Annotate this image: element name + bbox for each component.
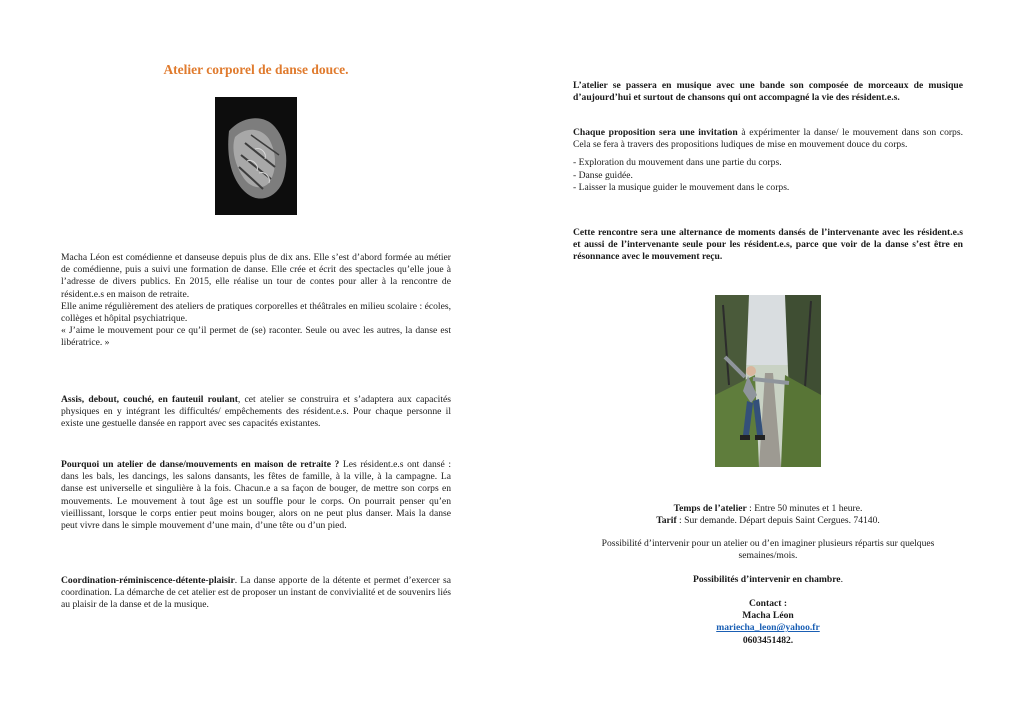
invitation-paragraph xyxy=(573,127,963,151)
duration-value: : Entre 50 minutes et 1 heure. xyxy=(746,503,863,514)
positions-lead: Assis, debout, couché, en fauteuil roulant xyxy=(61,394,238,405)
price-label: Tarif xyxy=(656,515,677,527)
contact-line-email xyxy=(573,622,963,634)
why-lead: Pourquoi un atelier de danse/mouvements en maison de retraite ? xyxy=(61,459,340,470)
dancer-photo xyxy=(715,295,821,467)
meeting-paragraph xyxy=(573,227,963,264)
bio-quote: « J’aime le mouvement pour ce qu’il permet de (se) raconter. Seule ou avec les autres, la danse est libératrice. » xyxy=(61,325,451,349)
duration-label: Temps de l’atelier xyxy=(673,503,747,514)
meeting-text: Cette rencontre sera une alternance de moments dansés de l’intervenante avec les résident.e.s et aussi de l’intervenante seule pour les résident.e.s, parce que voir de la danse s’est être en résonnance avec le mouvement reçu. xyxy=(573,227,963,263)
list-item: - Danse guidée. xyxy=(573,169,633,181)
exercise-list xyxy=(573,157,963,194)
contact-name: Macha Léon xyxy=(742,610,794,622)
room-text: Possibilités d’intervenir en chambre xyxy=(693,574,841,585)
room-line xyxy=(573,574,963,586)
why-section xyxy=(61,459,451,532)
price-value: : Sur demande. Départ depuis Saint Cergues. 74140. xyxy=(676,515,880,527)
list-item: - Exploration du mouvement dans une partie du corps. xyxy=(573,157,782,169)
contact-section xyxy=(573,598,963,647)
coordination-text: . La danse apporte de la détente et permet d’exercer sa coordination. La démarche de cet atelier est de proposer un instant de convivialité et de souvenirs liés au plaisir de la danse et de la musique. xyxy=(61,575,451,611)
contact-label: Contact : xyxy=(748,598,788,609)
invitation-section xyxy=(573,127,963,194)
invitation-text: à expérimenter la danse/ le mouvement dans son corps. Cela se fera à travers des propositions ludiques de mise en mouvement douce du corps. xyxy=(573,127,963,151)
contact-line-name xyxy=(573,610,963,622)
contact-line-phone xyxy=(573,635,963,647)
coordination-lead: Coordination-réminiscence-détente-plaisir xyxy=(61,575,235,586)
info-section xyxy=(573,503,963,527)
price-line xyxy=(573,515,963,527)
room-end: . xyxy=(840,574,843,585)
hands-photo xyxy=(215,97,297,215)
positions-paragraph xyxy=(61,394,451,431)
positions-section xyxy=(61,394,451,431)
page-title: Atelier corporel de danse douce. xyxy=(163,62,349,77)
possibility-section xyxy=(573,538,963,562)
email-link[interactable]: mariecha_leon@yahoo.fr xyxy=(716,622,820,634)
music-section xyxy=(573,80,963,104)
why-text: Les résident.e.s ont dansé : dans les bals, les dancings, les salons dansants, les fêtes de famille, à la ville, à la campagne. La danse est universelle et singulière à la fois. Chacun.e a sa façon de bouger, de mettre son corps en mouvements. Le mouvement à tout âge est un souffle pour le corps. On pourrait penser qu’en vieillissant, lorsque le corps entier peut moins bouger, alors on ne peut plus danser. Mais la danse peut vivre dans le simple mouvement d’une main, d’une tête ou d’un pied. xyxy=(61,459,451,532)
phone-number: 0603451482. xyxy=(742,634,794,646)
right-page xyxy=(512,0,1024,724)
contact-line-label xyxy=(573,598,963,610)
bio-section xyxy=(61,252,451,350)
music-text: L’atelier se passera en musique avec une bande son composée de morceaux de musique d’aujourd’hui et surtout de chansons qui ont accompagné la vie des résident.e.s. xyxy=(573,80,963,104)
coordination-paragraph xyxy=(61,575,451,612)
bio-paragraph-2: Elle anime régulièrement des ateliers de pratiques corporelles et théâtrales en milieu scolaire : écoles, collèges et hôpital psychiatrique. xyxy=(61,300,451,325)
invitation-lead: Chaque proposition sera une invitation xyxy=(573,127,738,138)
why-paragraph xyxy=(61,459,451,532)
music-paragraph xyxy=(573,80,963,104)
meeting-section xyxy=(573,227,963,264)
room-section xyxy=(573,574,963,586)
bio-paragraph-1: Macha Léon est comédienne et danseuse depuis plus de dix ans. Elle s’est d’abord formée au métier de comédienne, puis a suivi une formation de danse. Elle crée et écrit des spectacles qu’elle joue à l’adresse de divers publics. En 2015, elle réalise un tour de contes pour aller à la rencontre de résident.e.s en maison de retraite. xyxy=(61,252,451,300)
positions-text: , cet atelier se construira et s’adaptera aux capacités physiques en y intégrant les difficultés/ empêchements des résident.e.s. Pour chaque personne il existe une gestuelle dansée en rapport avec ses capacités existantes. xyxy=(61,394,451,430)
dancer-photo-image xyxy=(715,295,821,467)
hands-photo-image xyxy=(215,97,297,215)
duration-line xyxy=(573,503,963,515)
list-item: - Laisser la musique guider le mouvement dans le corps. xyxy=(573,181,790,193)
coordination-section xyxy=(61,575,451,612)
possibility-text: Possibilité d’intervenir pour un atelier ou d’en imaginer plusieurs répartis sur quelques semaines/mois. xyxy=(601,538,935,562)
